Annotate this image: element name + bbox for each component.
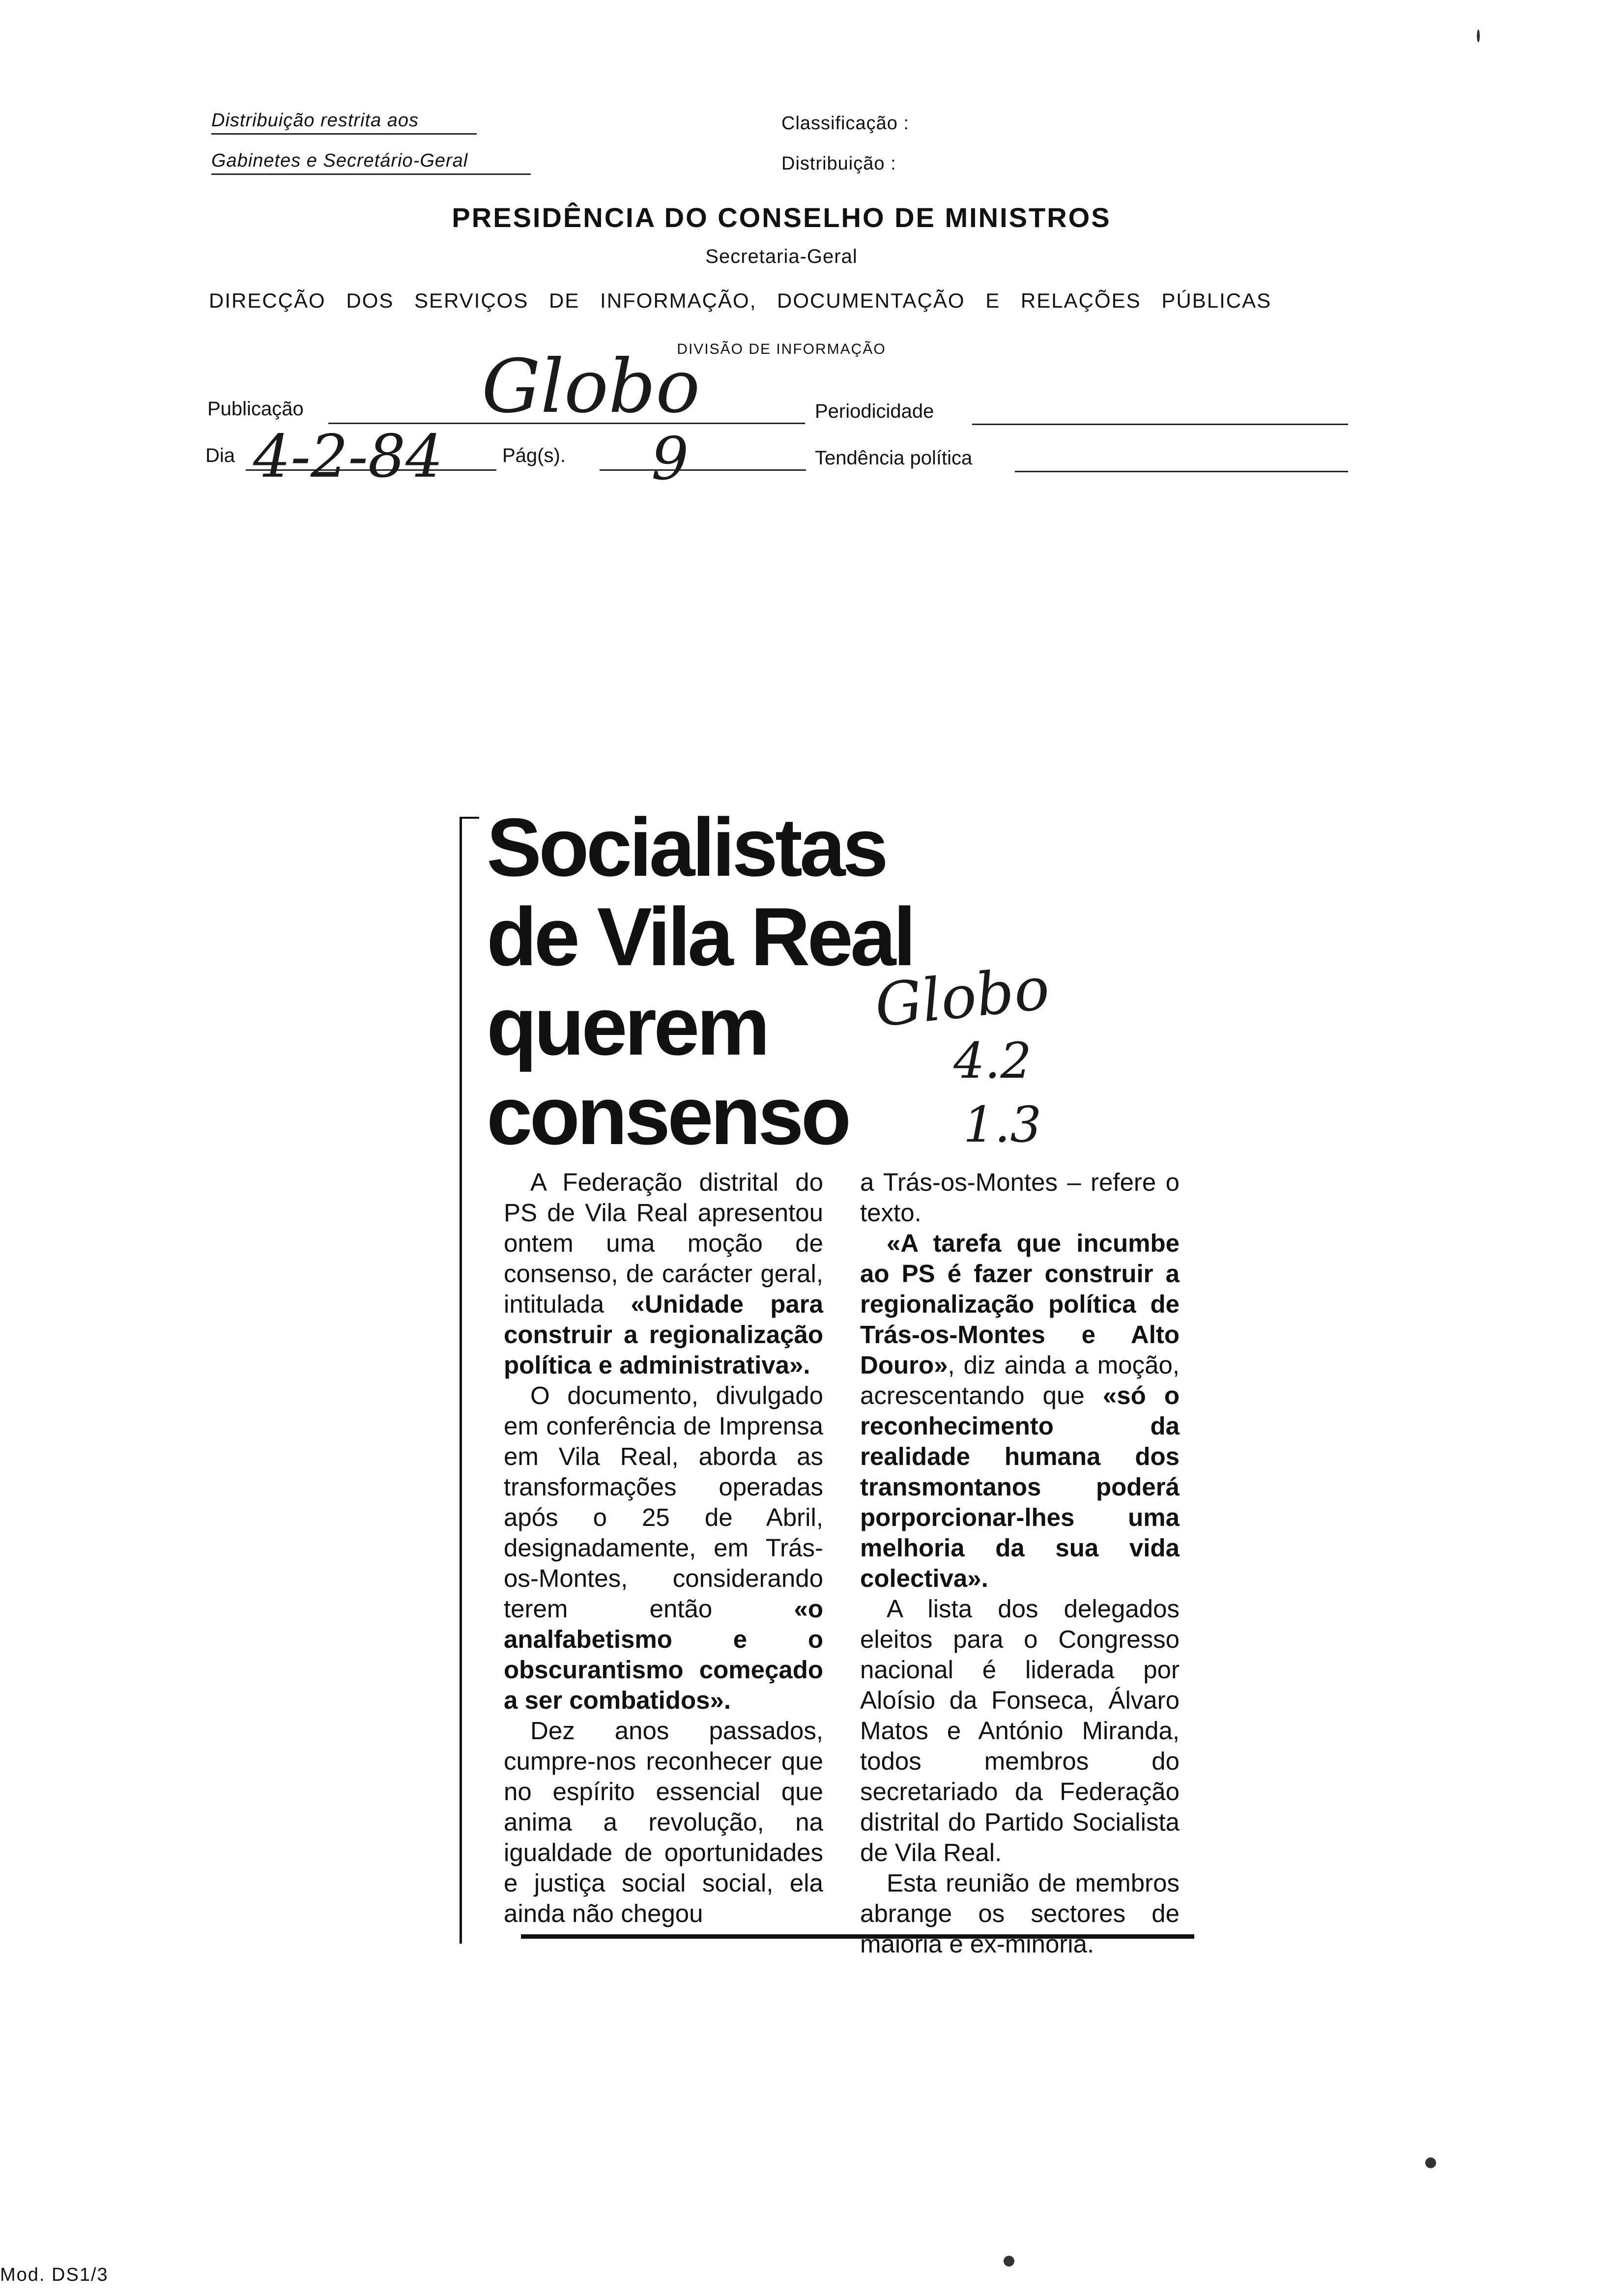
headline-line-1: Socialistas: [487, 801, 886, 893]
tendency-label: Tendência política: [815, 447, 973, 469]
article-text: Esta reunião de membros abrange os sectores de maioria e ex-minoria.: [860, 1869, 1180, 1958]
classification-label: Classificação :: [781, 113, 909, 134]
article-paragraph: [504, 1167, 823, 1380]
article-text: Dez anos passados, cumpre-nos reconhecer que no espírito essencial que anima a revolução, na igualdade de oportunidades e justiça social social, ela ainda não chegou: [504, 1717, 823, 1927]
periodicity-label: Periodicidade: [815, 401, 934, 422]
handwritten-note-date: 4.2: [953, 1032, 1032, 1090]
restricted-distribution-line1: Distribuição restrita aos: [211, 110, 477, 135]
article-column-1: [504, 1167, 823, 1929]
restricted-distribution-line2: Gabinetes e Secretário-Geral: [211, 150, 531, 175]
article-quote-bold: «A tarefa que incumbe ao PS é fazer construir a regionalização política de Trás-os-Montes e Alto Douro»: [860, 1229, 1180, 1379]
article-quote-bold: «o analfabetismo e o obscurantismo começado a ser combatidos».: [504, 1595, 823, 1714]
secretariat-subtitle: Secretaria-Geral: [705, 246, 858, 267]
day-label: Dia: [205, 445, 235, 466]
headline-line-2: de Vila Real: [487, 890, 914, 983]
clipping-top-tick: [460, 817, 479, 819]
periodicity-field-line: [972, 424, 1348, 425]
article-text: A lista dos delegados eleitos para o Congresso nacional é liderada por Aloísio da Fonseca, Álvaro Matos e António Miranda, todos membros do secretariado da Federação distrital do Partido Socialista de Vila Real.: [860, 1595, 1180, 1866]
distribution-label: Distribuição :: [781, 153, 896, 174]
direction-line: DIRECÇÃO DOS SERVIÇOS DE INFORMAÇÃO, DOCUMENTAÇÃO E RELAÇÕES PÚBLICAS: [209, 289, 1272, 312]
handwritten-note-source: Globo: [871, 954, 1053, 1041]
scan-speck: [1004, 2256, 1014, 2267]
publication-handwritten: Globo: [482, 344, 700, 430]
pages-field-line: [600, 469, 806, 471]
pages-label: Pág(s).: [502, 445, 566, 466]
headline-line-3: querem: [487, 980, 767, 1072]
division-line: DIVISÃO DE INFORMAÇÃO: [677, 341, 886, 357]
article-paragraph: [860, 1594, 1180, 1868]
clipping-left-border: [460, 818, 462, 1944]
scan-speck: [1425, 2157, 1436, 2168]
form-code: Mod. DS1/3: [0, 2265, 109, 2285]
article-column-2: [860, 1167, 1180, 1959]
pages-handwritten: 9: [651, 425, 689, 493]
article-paragraph: [860, 1228, 1180, 1594]
article-quote-bold: «Unidade para construir a regionalização política e administrativa».: [504, 1290, 823, 1379]
headline-line-4: consenso: [487, 1069, 849, 1162]
article-quote-bold: «só o reconhecimento da realidade humana dos transmontanos poderá porporcionar-lhes uma melhoria da sua vida colectiva».: [860, 1381, 1180, 1592]
article-text: , diz ainda a moção, acrescentando que: [860, 1351, 1180, 1409]
tendency-field-line: [1015, 471, 1348, 472]
article-paragraph: [860, 1167, 1180, 1228]
article-paragraph: [504, 1716, 823, 1929]
day-handwritten: 4-2-84: [253, 423, 443, 491]
presidency-title: PRESIDÊNCIA DO CONSELHO DE MINISTROS: [452, 202, 1111, 233]
article-text: A Federação distrital do PS de Vila Real apresentou ontem uma moção de consenso, de carácter geral, intitulada: [504, 1168, 823, 1318]
scan-speck: [1477, 29, 1480, 42]
article-paragraph: [504, 1380, 823, 1716]
article-paragraph: [860, 1868, 1180, 1959]
publication-label: Publicação: [207, 398, 304, 420]
article-text: a Trás-os-Montes – refere o texto.: [860, 1168, 1180, 1227]
article-text: O documento, divulgado em conferência de Imprensa em Vila Real, aborda as transformações operadas após o 25 de Abril, designadamente, em Trás-os-Montes, considerando terem então: [504, 1381, 823, 1623]
handwritten-note-ref: 1.3: [963, 1096, 1042, 1153]
